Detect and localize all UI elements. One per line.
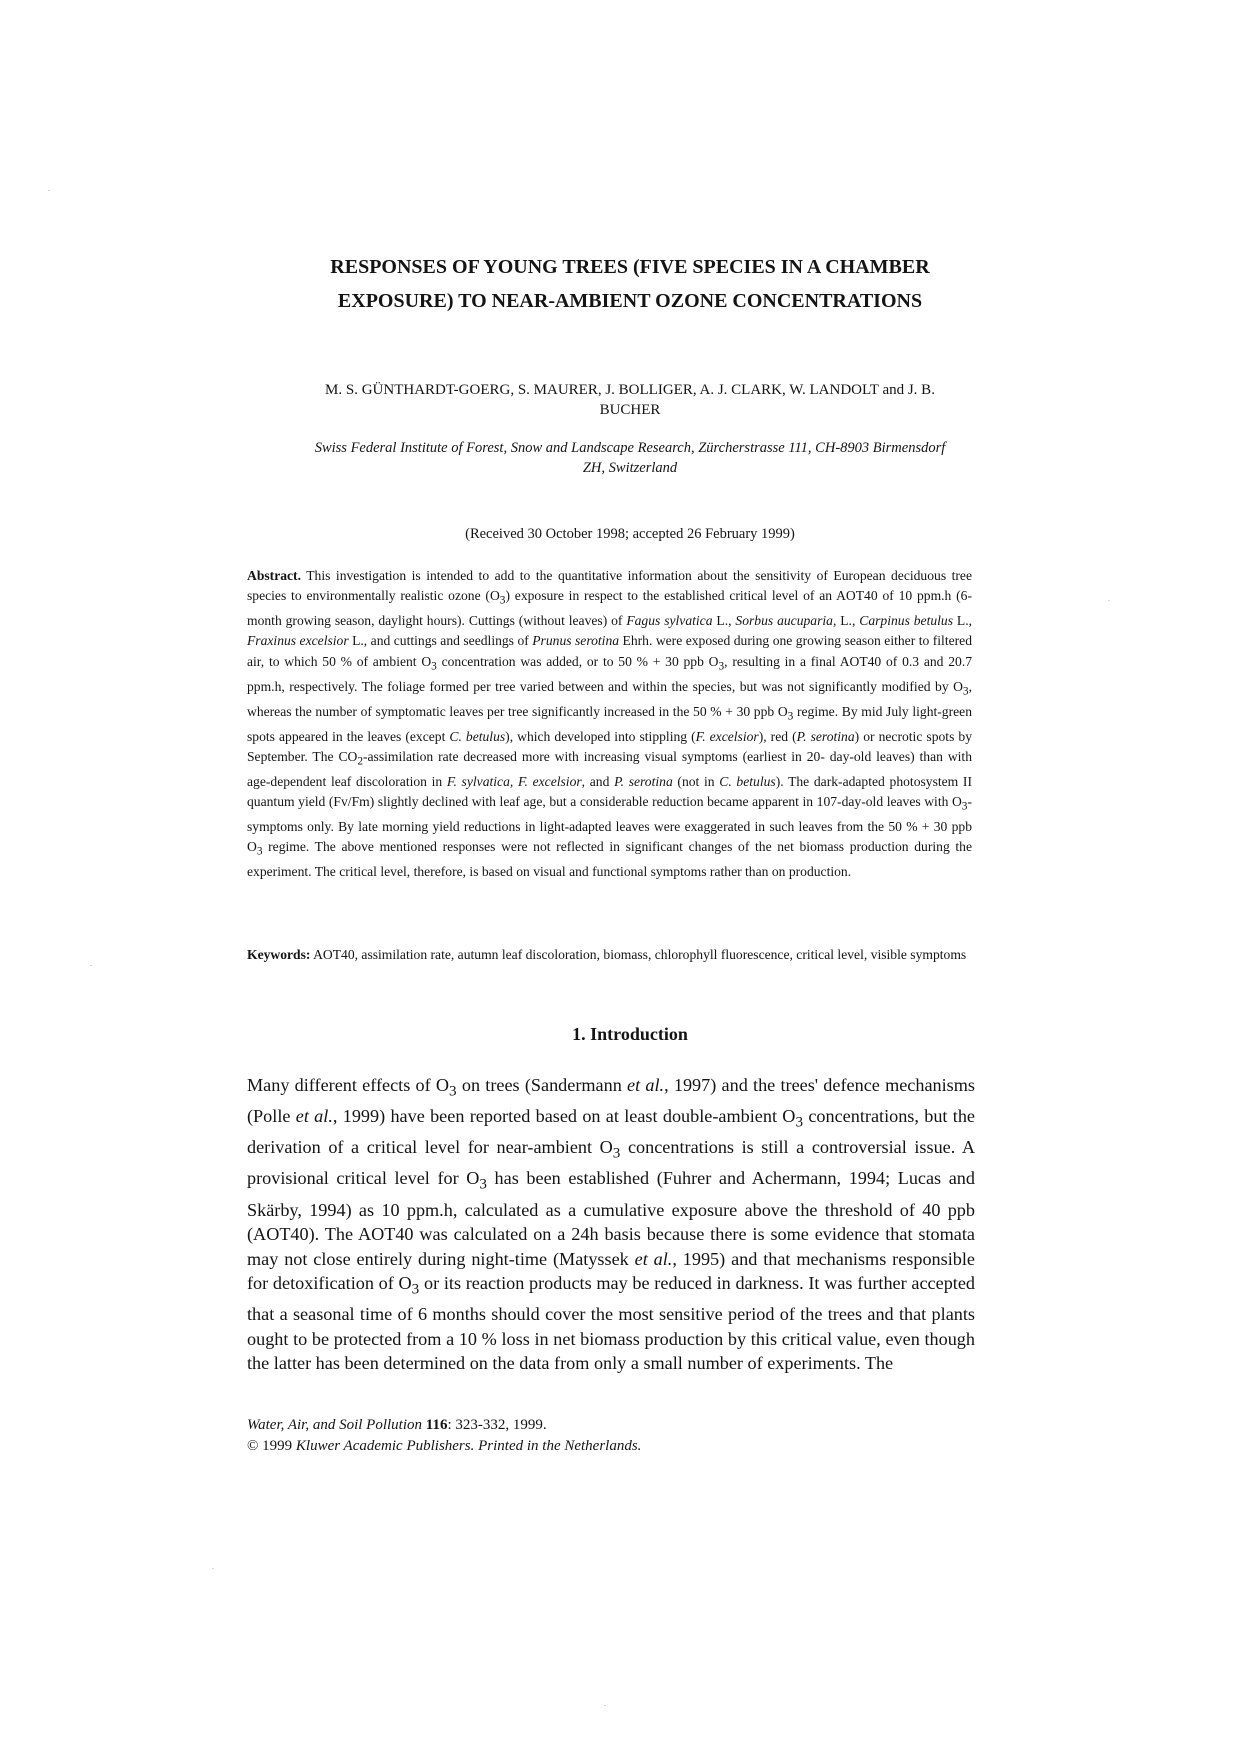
journal-name: Water, Air, and Soil Pollution — [247, 1417, 423, 1433]
intro-text: has been established (Fuhrer and Achermann, 1994; Lucas and Skärby, 1994) as 10 ppm.h, calculated as a cumulative exposure above the threshold of 40 ppb (AOT40). The AOT40 was calculated on a 24h basis because there is some evidence that stomata may not close entirely during night-time (Matyssek — [247, 1168, 975, 1269]
abstract — [247, 566, 972, 883]
introduction-text — [247, 1073, 975, 1376]
author-list — [250, 380, 1010, 420]
abstract-text: regime. The above mentioned responses were not reflected in significant changes of the net biomass production during the experiment. The critical level, therefore, is based on visual and functional symptoms rather than on production. — [247, 839, 972, 880]
affiliation-line-1: Swiss Federal Institute of Forest, Snow and Landscape Research, Zürcherstrasse 111, CH-8903 Birmensdorf — [314, 440, 946, 456]
citation-line — [247, 1415, 975, 1436]
abstract-text: L., — [712, 613, 736, 629]
abstract-text: This investigation is intended to add to the quantitative information about the sensitivity of European deciduous tree species to environmentally realistic ozone (O — [247, 568, 972, 604]
intro-text: , 1997) and the trees' defence mechanisms (Polle — [247, 1075, 975, 1127]
title-line-1: RESPONSES OF YOUNG TREES (FIVE SPECIES IN A CHAMBER — [330, 256, 930, 278]
subscript: 3 — [479, 1176, 487, 1194]
species-name: C. betulus — [449, 728, 506, 744]
abstract-text: ), which developed into stippling ( — [505, 728, 696, 744]
abstract-text: ), red ( — [758, 728, 797, 744]
abstract-text: -symptoms only. By late morning yield reductions in light-adapted leaves were exaggerated in such leaves from the 50 % + 30 ppb O — [247, 794, 972, 855]
species-name: Sorbus aucuparia — [735, 613, 833, 629]
keywords-text: AOT40, assimilation rate, autumn leaf discoloration, biomass, chlorophyll fluorescence, critical level, visible symptoms — [310, 947, 967, 962]
journal-volume: 116 — [425, 1417, 448, 1433]
citation-etal: et al. — [627, 1075, 665, 1095]
subscript: 2 — [357, 755, 363, 768]
species-name: Fagus sylvatica — [626, 613, 713, 629]
journal-pages: : 323-332, 1999. — [447, 1417, 547, 1433]
abstract-text: regime. By mid July light-green spots appeared in the leaves (except — [247, 703, 972, 744]
intro-text: on trees (Sandermann — [456, 1075, 628, 1095]
intro-text: Many different effects of O — [247, 1075, 450, 1095]
intro-text: , 1999) have been reported based on at least double-ambient O — [332, 1106, 796, 1127]
abstract-text: ) or necrotic spots by September. The CO — [247, 728, 972, 764]
title-line-2: EXPOSURE) TO NEAR-AMBIENT OZONE CONCENTRATIONS — [337, 290, 923, 312]
subscript: 3 — [411, 1280, 420, 1298]
author-line-1: M. S. GÜNTHARDT-GOERG, S. MAURER, J. BOLLIGER, A. J. CLARK, W. LANDOLT and J. B. — [325, 382, 935, 398]
subscript: 3 — [795, 1113, 804, 1131]
scan-speck — [48, 190, 50, 191]
subscript: 3 — [787, 710, 794, 723]
abstract-text: L., and cuttings and seedlings of — [348, 633, 533, 649]
abstract-text: Ehrh. were exposed during one growing season either to filtered air, to which 50 % of ambient O — [247, 633, 972, 669]
species-name: F. excelsior — [695, 728, 759, 744]
publisher: Kluwer Academic Publishers. Printed in the Netherlands. — [295, 1438, 642, 1454]
affiliation — [250, 438, 1010, 478]
species-name: Prunus serotina — [532, 633, 620, 649]
abstract-text: , whereas the number of symptomatic leaves per tree significantly increased in the 50 % + 30 ppb O — [247, 678, 972, 719]
abstract-label: Abstract. — [247, 568, 301, 583]
subscript: 3 — [256, 846, 263, 859]
species-name: Fraxinus excelsior — [247, 633, 349, 649]
subscript: 3 — [499, 594, 506, 607]
intro-text: concentrations, but the derivation of a critical level for near-ambient O — [247, 1106, 975, 1158]
abstract-text: , resulting in a final AOT40 of 0.3 and 20.7 ppm.h, respectively. The foliage formed per tree varied between and within the species, but was not significantly modified by O — [247, 653, 973, 694]
subscript: 3 — [961, 800, 968, 813]
abstract-text: ). The dark-adapted photosystem II quantum yield (Fv/Fm) slightly declined with leaf age, but a considerable reduction became apparent in 107-day-old leaves with O — [247, 773, 972, 810]
citation-etal: et al. — [295, 1106, 333, 1127]
section-heading: 1. Introduction — [572, 1024, 688, 1044]
scan-speck — [604, 1705, 606, 1706]
scan-speck — [212, 1568, 214, 1569]
subscript: 3 — [449, 1082, 457, 1100]
scan-speck — [1108, 600, 1110, 601]
subscript: 3 — [431, 660, 437, 673]
citation-etal: et al. — [634, 1248, 673, 1269]
abstract-text: , L., — [832, 613, 860, 629]
keywords-label: Keywords: — [247, 947, 311, 962]
species-name: Carpinus betulus — [859, 613, 954, 629]
paper-title — [260, 250, 1000, 318]
abstract-text: , and — [581, 773, 615, 789]
received-dates: (Received 30 October 1998; accepted 26 February 1999) — [465, 526, 795, 542]
subscript: 3 — [718, 660, 725, 673]
species-name: P. serotina — [796, 728, 855, 744]
author-line-2: BUCHER — [599, 402, 661, 418]
copyright-line — [247, 1436, 975, 1457]
subscript: 3 — [612, 1144, 621, 1162]
intro-text: concentrations is still a controversial issue. A provisional critical level for O — [247, 1137, 975, 1189]
scan-speck — [90, 965, 92, 966]
journal-footer — [247, 1415, 975, 1457]
species-name: F. sylvatica, F. excelsior — [446, 773, 582, 789]
keywords — [247, 945, 972, 966]
abstract-text: concentration was added, or to 50 % + 30 ppb O — [436, 653, 719, 669]
abstract-text: -assimilation rate decreased more with increasing visual symptoms (earliest in 20- day-old leaves) than with age-dependent leaf discoloration in — [247, 748, 972, 789]
intro-text: , 1995) and that mechanisms responsible for detoxification of O — [247, 1248, 975, 1294]
species-name: C. betulus — [719, 773, 776, 789]
abstract-text: L., — [953, 613, 973, 629]
copyright-mark: © 1999 — [247, 1438, 296, 1454]
abstract-text: (not in — [672, 773, 720, 789]
affiliation-line-2: ZH, Switzerland — [582, 460, 678, 476]
abstract-text: ) exposure in respect to the established critical level of an AOT40 of 10 ppm.h (6-month growing season, daylight hours). Cuttings (without leaves) of — [247, 588, 972, 629]
species-name: P. serotina — [614, 773, 673, 789]
intro-text: or its reaction products may be reduced in darkness. It was further accepted that a seasonal time of 6 months should cover the most sensitive period of the trees and that plants ought to be protected from a 10 % loss in net biomass production by this critical value, even though the latter has been determined on the data from only a small number of experiments. The — [247, 1273, 976, 1374]
subscript: 3 — [962, 685, 969, 698]
